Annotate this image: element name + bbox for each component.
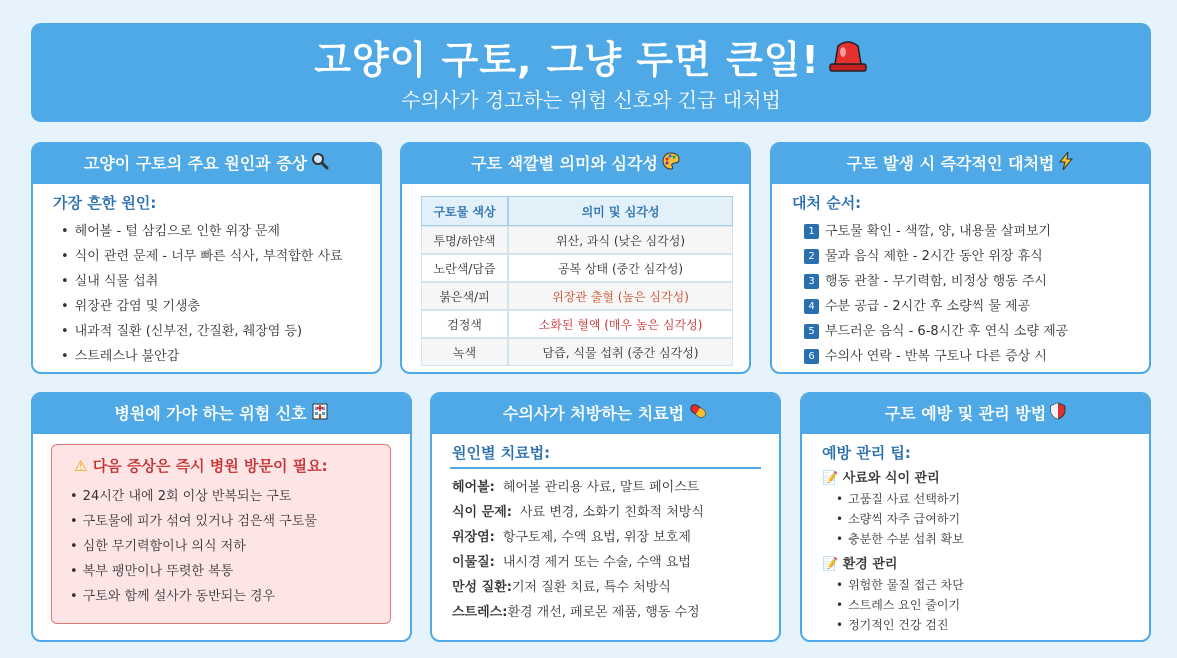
list-item	[452, 475, 779, 500]
treatment-section-heading: 원인별 치료법:	[452, 444, 551, 462]
memo-icon: 📝	[822, 557, 839, 572]
column-header: 구토물 색상	[421, 196, 508, 226]
step-number-icon: 3	[804, 274, 819, 289]
table-cell: 위산, 과식 (낮은 심각성)	[508, 226, 733, 254]
treatment-value: 내시경 제거 또는 수술, 수액 요법	[502, 555, 691, 570]
list-item: • 고품질 사료 선택하기	[836, 489, 1149, 509]
step-number-icon: 2	[804, 249, 819, 264]
treatment-value: 기저 질환 치료, 특수 처방식	[511, 580, 671, 595]
table-row	[421, 226, 733, 254]
memo-icon: 📝	[822, 471, 839, 486]
group-title: 환경 관리	[842, 557, 898, 572]
list-item: • 헤어볼 - 털 삼킴으로 인한 위장 문제	[61, 219, 380, 244]
treatment-title-text: 수의사가 처방하는 치료법	[502, 404, 685, 423]
list-item: • 내과적 질환 (신부전, 간질환, 췌장염 등)	[61, 319, 380, 344]
colors-title-text: 구토 색깔별 의미와 심각성	[471, 154, 658, 173]
list-item	[804, 219, 1149, 244]
treatment-label: 만성 질환:	[452, 580, 512, 595]
causes-section-heading: 가장 흔한 원인:	[53, 194, 157, 212]
table-cell: 녹색	[421, 338, 508, 366]
color-severity-table	[421, 196, 733, 366]
magnifier-icon	[311, 145, 329, 185]
palette-icon	[662, 145, 680, 185]
list-item: • 스트레스 요인 줄이기	[836, 595, 1149, 615]
causes-card	[31, 142, 382, 374]
step-number-icon: 6	[804, 349, 819, 364]
list-item: • 복부 팽만이나 뚜렷한 복통	[70, 559, 390, 584]
pill-icon	[688, 395, 708, 435]
treatment-value: 항구토제, 수액 요법, 위장 보호제	[502, 530, 691, 545]
list-item: • 구토물에 피가 섞여 있거나 검은색 구토물	[70, 509, 390, 534]
step-text: 구토물 확인 - 색깔, 양, 내용물 살펴보기	[825, 224, 1052, 239]
list-item: • 위장관 감염 및 기생충	[61, 294, 380, 319]
list-item: • 심한 무기력함이나 의식 저하	[70, 534, 390, 559]
page-subtitle: 수의사가 경고하는 위험 신호와 긴급 대처법	[401, 87, 781, 112]
list-item: • 소량씩 자주 급여하기	[836, 509, 1149, 529]
treatment-label: 스트레스:	[452, 605, 508, 620]
table-cell: 붉은색/피	[421, 282, 508, 310]
table-row	[421, 310, 733, 338]
prevention-section-heading: 예방 관리 팁:	[822, 444, 911, 462]
danger-card-title	[33, 394, 410, 434]
step-text: 수분 공급 - 2시간 후 소량씩 물 제공	[825, 299, 1031, 314]
step-text: 수의사 연락 - 반복 구토나 다른 증상 시	[825, 349, 1047, 364]
actions-section-heading: 대처 순서:	[792, 194, 862, 212]
list-item	[452, 575, 779, 600]
step-text: 물과 음식 제한 - 2시간 동안 위장 휴식	[825, 249, 1043, 264]
actions-card-title	[772, 144, 1149, 184]
table-cell: 담즙, 식물 섭취 (중간 심각성)	[508, 338, 733, 366]
colors-card	[400, 142, 751, 374]
table-row	[421, 254, 733, 282]
treatment-label: 헤어볼:	[452, 480, 495, 495]
list-item: • 스트레스나 불안감	[61, 344, 380, 369]
causes-card-title	[33, 144, 380, 184]
prevention-card-title	[802, 394, 1149, 434]
treatment-value: 헤어볼 관리용 사료, 말트 페이스트	[502, 480, 700, 495]
table-cell: 위장관 출혈 (높은 심각성)	[508, 282, 733, 310]
hospital-icon	[311, 395, 329, 435]
page-title	[31, 37, 1151, 86]
shield-icon	[1050, 395, 1066, 435]
treatment-value: 사료 변경, 소화기 친화적 처방식	[519, 505, 704, 520]
treatment-label: 이물질:	[452, 555, 495, 570]
list-item	[452, 550, 779, 575]
actions-steps	[804, 219, 1149, 369]
list-item: • 구토와 함께 설사가 동반되는 경우	[70, 584, 390, 609]
list-item: • 실내 식물 섭취	[61, 269, 380, 294]
causes-title-text: 고양이 구토의 주요 원인과 증상	[83, 154, 308, 173]
list-item	[804, 269, 1149, 294]
list-item	[452, 500, 779, 525]
list-item: • 위험한 물질 접근 차단	[836, 575, 1149, 595]
list-item	[452, 525, 779, 550]
warning-icon: ⚠	[74, 457, 88, 475]
treatment-label: 위장염:	[452, 530, 495, 545]
list-item: • 정기적인 건강 검진	[836, 615, 1149, 635]
table-row	[421, 338, 733, 366]
step-number-icon: 5	[804, 324, 819, 339]
step-number-icon: 1	[804, 224, 819, 239]
list-item	[804, 244, 1149, 269]
causes-list	[61, 219, 380, 369]
list-item: • 식이 관련 문제 - 너무 빠른 식사, 부적합한 사료	[61, 244, 380, 269]
table-cell: 소화된 혈액 (매우 높은 심각성)	[508, 310, 733, 338]
list-item	[452, 600, 779, 625]
group-title: 사료와 식이 관리	[842, 471, 940, 486]
prevention-list	[836, 575, 1149, 635]
colors-card-title	[402, 144, 749, 184]
list-item: • 24시간 내에 2회 이상 반복되는 구토	[70, 484, 390, 509]
step-text: 부드러운 음식 - 6-8시간 후 연식 소량 제공	[825, 324, 1069, 339]
column-header: 의미 및 심각성	[508, 196, 733, 226]
step-number-icon: 4	[804, 299, 819, 314]
page-header	[31, 23, 1151, 122]
danger-title-text: 병원에 가야 하는 위험 신호	[114, 404, 307, 423]
table-row	[421, 282, 733, 310]
treatment-card	[430, 392, 781, 642]
list-item: • 충분한 수분 섭취 확보	[836, 529, 1149, 549]
prevention-title-text: 구토 예방 및 관리 방법	[884, 404, 1047, 423]
table-cell: 공복 상태 (중간 심각성)	[508, 254, 733, 282]
prevention-list	[836, 489, 1149, 549]
list-item	[804, 344, 1149, 369]
prevention-group-heading	[822, 555, 1149, 575]
list-item	[804, 319, 1149, 344]
list-item	[804, 294, 1149, 319]
danger-alert-box	[51, 444, 391, 624]
page-title-text: 고양이 구토, 그냥 두면 큰일!	[314, 38, 820, 82]
danger-list	[70, 484, 390, 609]
siren-icon	[828, 36, 868, 82]
treatment-card-title	[432, 394, 779, 434]
alert-heading	[74, 455, 390, 476]
divider	[450, 467, 761, 469]
treatment-value: 환경 개선, 페로몬 제품, 행동 수정	[507, 605, 700, 620]
danger-card	[31, 392, 412, 642]
step-text: 행동 관찰 - 무기력함, 비정상 행동 주시	[825, 274, 1047, 289]
actions-title-text: 구토 발생 시 즉각적인 대처법	[846, 154, 1055, 173]
prevention-group-heading	[822, 469, 1149, 489]
alert-heading-text: 다음 증상은 즉시 병원 방문이 필요:	[92, 457, 328, 475]
table-cell: 검정색	[421, 310, 508, 338]
table-cell: 투명/하얀색	[421, 226, 508, 254]
treatment-label: 식이 문제:	[452, 505, 512, 520]
table-cell: 노란색/담즙	[421, 254, 508, 282]
lightning-icon	[1058, 145, 1074, 185]
table-header-row	[421, 196, 733, 226]
actions-card	[770, 142, 1151, 374]
treatment-list	[432, 475, 779, 625]
prevention-card	[800, 392, 1151, 642]
